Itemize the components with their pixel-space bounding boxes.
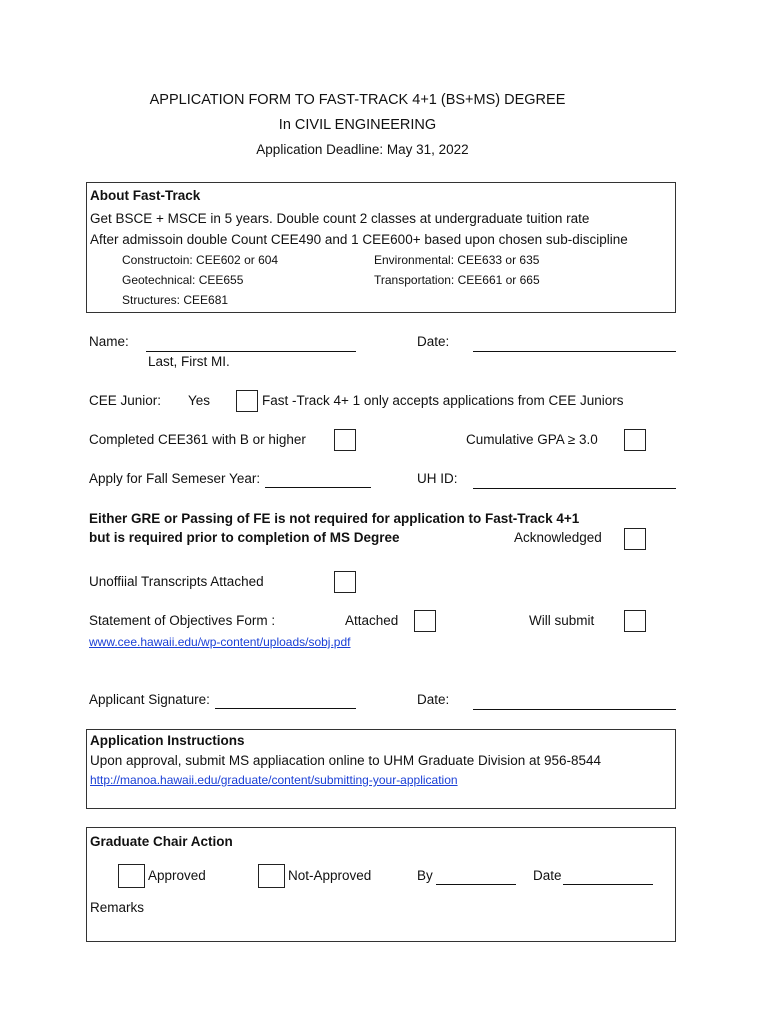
attached-label: Attached xyxy=(345,613,399,628)
attached-checkbox[interactable] xyxy=(414,610,436,632)
approved-label: Approved xyxy=(148,868,206,883)
cee361-label: Completed CEE361 with B or higher xyxy=(89,432,306,447)
uh-id-field[interactable] xyxy=(473,488,676,489)
form-title: APPLICATION FORM TO FAST-TRACK 4+1 (BS+MS) DEGREE xyxy=(149,92,566,108)
discipline-construction: Constructoin: CEE602 or 604 xyxy=(122,253,279,267)
remarks-label: Remarks xyxy=(90,900,145,915)
cee-junior-yes-label: Yes xyxy=(188,393,211,408)
gpa-label: Cumulative GPA ≥ 3.0 xyxy=(466,432,598,447)
instructions-heading: Application Instructions xyxy=(90,733,245,748)
deadline-text: Application Deadline: May 31, 2022 xyxy=(256,142,469,157)
chair-date-field[interactable] xyxy=(563,884,653,885)
about-heading: About Fast-Track xyxy=(90,188,201,203)
date-label: Date: xyxy=(417,334,450,349)
not-approved-label: Not-Approved xyxy=(288,868,372,883)
date-field[interactable] xyxy=(473,351,676,352)
cee361-checkbox[interactable] xyxy=(334,429,356,451)
signature-label: Applicant Signature: xyxy=(89,692,210,707)
will-submit-checkbox[interactable] xyxy=(624,610,646,632)
by-label: By xyxy=(417,868,433,883)
fall-semester-year-field[interactable] xyxy=(265,487,371,488)
fall-semester-label: Apply for Fall Semeser Year: xyxy=(89,471,261,486)
uh-id-label: UH ID: xyxy=(417,471,458,486)
acknowledged-label: Acknowledged xyxy=(514,530,602,545)
transcripts-label: Unoffiial Transcripts Attached xyxy=(89,574,264,589)
instructions-box xyxy=(86,729,676,809)
chair-date-label: Date xyxy=(533,868,562,883)
signature-date-label: Date: xyxy=(417,692,450,707)
about-line-1: Get BSCE + MSCE in 5 years. Double count 2 classes at undergraduate tuition rate xyxy=(90,211,590,226)
discipline-transportation: Transportation: CEE661 or 665 xyxy=(374,273,540,287)
about-fast-track-box xyxy=(86,182,676,313)
acknowledged-checkbox[interactable] xyxy=(624,528,646,550)
discipline-geotechnical: Geotechnical: CEE655 xyxy=(122,273,244,287)
cee-junior-checkbox[interactable] xyxy=(236,390,258,412)
signature-field[interactable] xyxy=(215,708,356,709)
name-hint: Last, First MI. xyxy=(148,354,230,369)
chair-heading: Graduate Chair Action xyxy=(90,834,233,849)
not-approved-checkbox[interactable] xyxy=(258,864,285,888)
name-field[interactable] xyxy=(146,351,356,352)
graduate-application-link[interactable]: http://manoa.hawaii.edu/graduate/content/submitting-your-application xyxy=(90,773,458,787)
transcripts-checkbox[interactable] xyxy=(334,571,356,593)
cee-junior-note: Fast -Track 4+ 1 only accepts applications from CEE Juniors xyxy=(262,393,624,408)
by-field[interactable] xyxy=(436,884,516,885)
objectives-label: Statement of Objectives Form : xyxy=(89,613,276,628)
will-submit-label: Will submit xyxy=(529,613,595,628)
cee-junior-label: CEE Junior: xyxy=(89,393,162,408)
name-label: Name: xyxy=(89,334,129,349)
gre-fe-note-line-1: Either GRE or Passing of FE is not required for application to Fast-Track 4+1 xyxy=(89,511,580,526)
about-line-2: After admissoin double Count CEE490 and 1 CEE600+ based upon chosen sub-discipline xyxy=(90,232,628,247)
gre-fe-note-line-2: but is required prior to completion of MS Degree xyxy=(89,530,400,545)
discipline-environmental: Environmental: CEE633 or 635 xyxy=(374,253,540,267)
discipline-structures: Structures: CEE681 xyxy=(122,293,229,307)
objectives-form-link[interactable]: www.cee.hawaii.edu/wp-content/uploads/sobj.pdf xyxy=(89,635,351,649)
instructions-text: Upon approval, submit MS appliacation online to UHM Graduate Division at 956-8544 xyxy=(90,753,602,768)
signature-date-field[interactable] xyxy=(473,709,676,710)
gpa-checkbox[interactable] xyxy=(624,429,646,451)
approved-checkbox[interactable] xyxy=(118,864,145,888)
form-subtitle: In CIVIL ENGINEERING xyxy=(278,117,437,133)
graduate-chair-box xyxy=(86,827,676,942)
